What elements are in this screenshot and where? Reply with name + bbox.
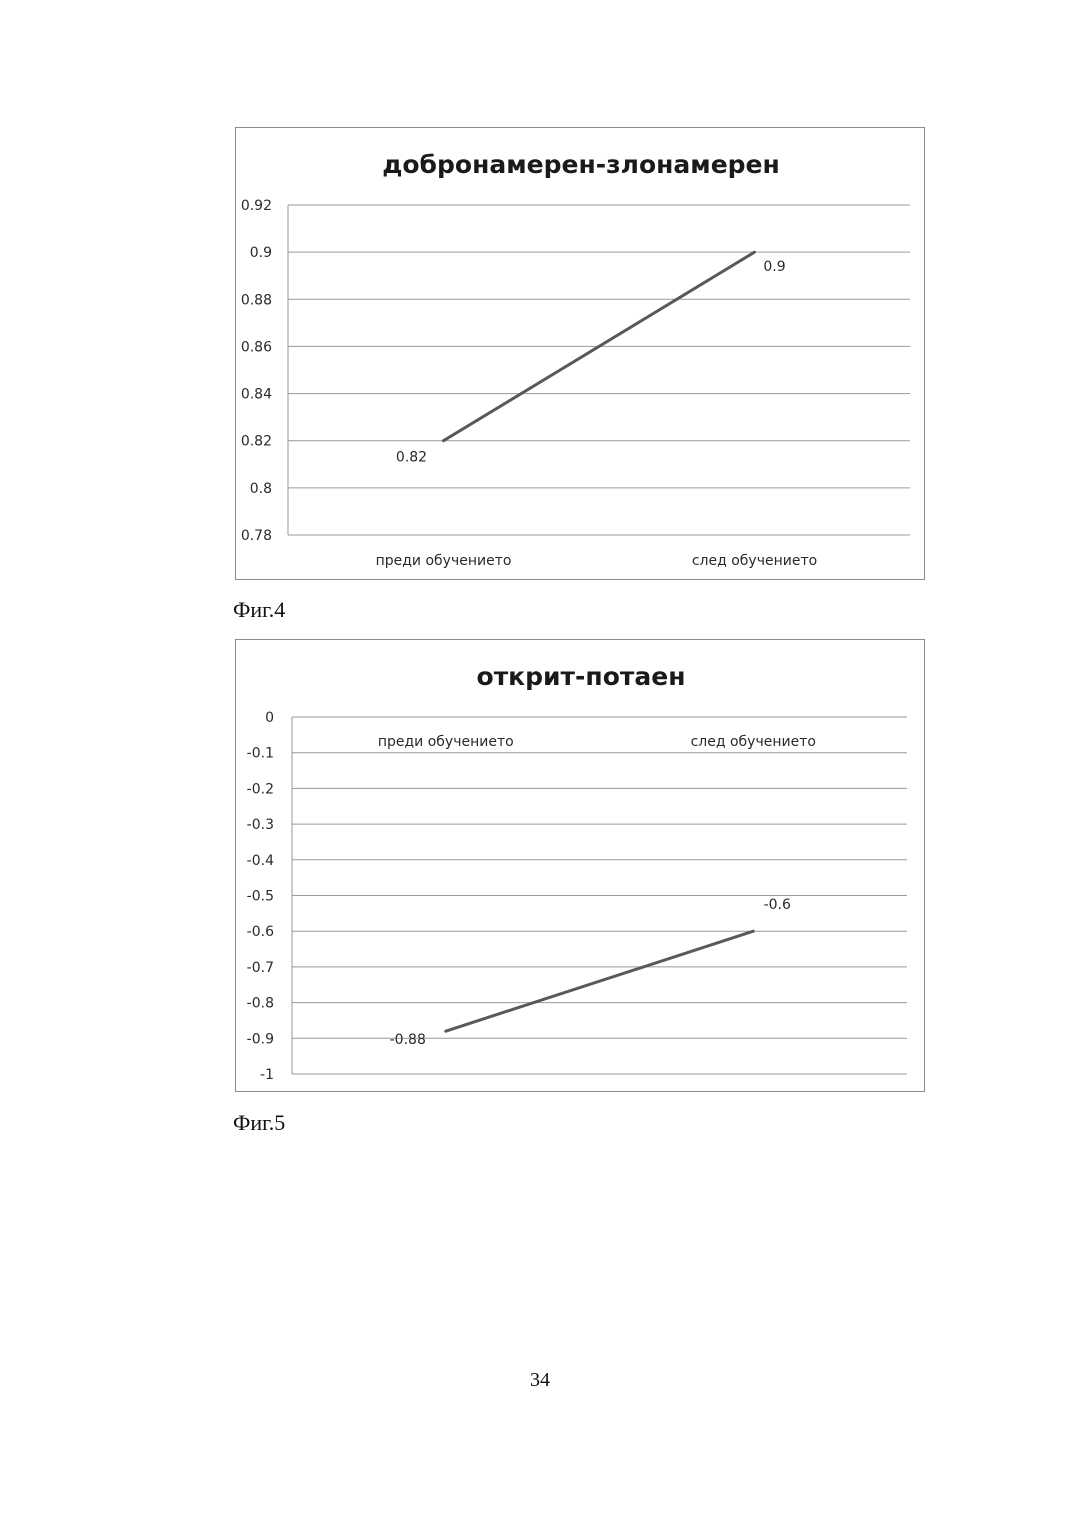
y-tick-label: 0.8 bbox=[249, 480, 272, 497]
chart-1-svg bbox=[236, 128, 926, 581]
chart-2-svg bbox=[236, 640, 926, 1093]
category-label: след обучението bbox=[691, 553, 818, 569]
chart-dobronameren-zlonameren bbox=[235, 127, 925, 580]
y-tick-label: 0.88 bbox=[240, 292, 272, 309]
chart-title: открит-потаен bbox=[476, 662, 686, 691]
y-tick-label: 0.86 bbox=[240, 339, 272, 356]
y-tick-label: -0.9 bbox=[246, 1031, 274, 1048]
y-tick-label: -0.4 bbox=[246, 852, 274, 869]
y-tick-label: -0.5 bbox=[246, 888, 274, 905]
category-label: преди обучението bbox=[375, 553, 512, 569]
figure-caption-4: Фиг.4 bbox=[233, 597, 286, 622]
data-label: -0.88 bbox=[389, 1032, 426, 1049]
y-tick-label: -0.7 bbox=[246, 959, 274, 976]
y-tick-label: -1 bbox=[260, 1067, 274, 1083]
category-label: преди обучението bbox=[377, 734, 514, 750]
chart-title: добронамерен-злонамерен bbox=[382, 150, 780, 179]
data-label: 0.9 bbox=[763, 259, 786, 276]
y-tick-label: -0.3 bbox=[246, 817, 274, 834]
y-tick-label: 0 bbox=[265, 710, 274, 726]
figure-caption-5: Фиг.5 bbox=[233, 1110, 286, 1135]
y-tick-label: -0.6 bbox=[246, 924, 274, 941]
page-number: 34 bbox=[530, 1369, 550, 1391]
y-tick-label: 0.84 bbox=[240, 386, 272, 403]
series-line bbox=[446, 931, 754, 1031]
data-label: 0.82 bbox=[395, 449, 428, 466]
y-tick-label: 0.92 bbox=[240, 198, 272, 214]
category-label: след обучението bbox=[690, 734, 816, 750]
y-tick-label: 0.9 bbox=[249, 245, 272, 262]
y-tick-label: 0.82 bbox=[240, 433, 272, 450]
y-tick-label: -0.1 bbox=[246, 745, 274, 762]
y-tick-label: -0.8 bbox=[246, 995, 274, 1012]
data-label: -0.6 bbox=[763, 897, 791, 914]
y-tick-label: -0.2 bbox=[246, 781, 274, 798]
y-tick-label: 0.78 bbox=[240, 528, 272, 544]
chart-otkrit-potaen bbox=[235, 639, 925, 1092]
